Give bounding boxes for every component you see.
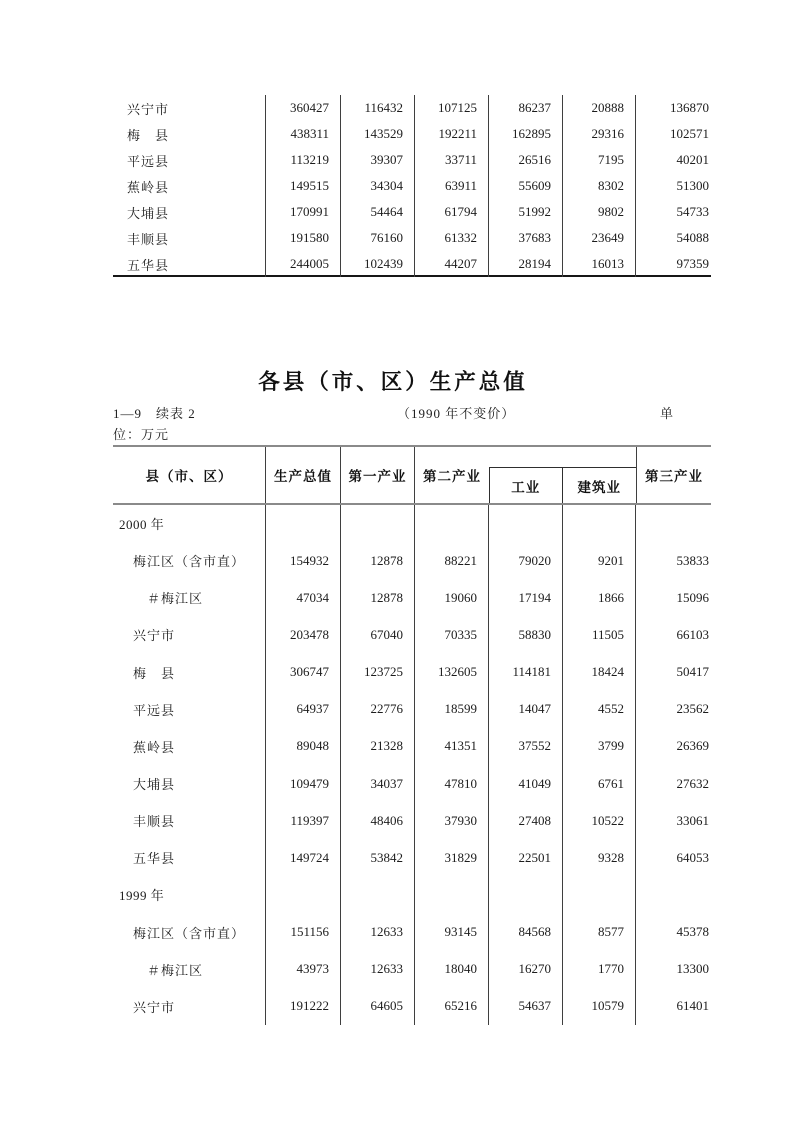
continued-table [113,95,711,277]
primary-industry-cell: 12633 [341,951,415,988]
construction-cell: 3799 [563,728,636,765]
secondary-industry-cell [415,505,489,542]
region-cell: 丰顺县 [113,225,266,251]
table-row [113,951,711,988]
table-row [113,225,711,251]
table-row [113,876,711,913]
gdp-cell: 64937 [266,691,341,728]
region-cell: 丰顺县 [113,802,266,839]
industry-cell: 14047 [489,691,563,728]
tertiary-industry-cell: 33061 [676,812,709,828]
tertiary-industry-cell: 26369 [676,738,709,754]
primary-industry-cell: 48406 [341,802,415,839]
secondary-industry-cell: 61332 [415,225,489,251]
unit-note-part1: 单 [660,406,674,421]
region-cell: 兴宁市 [113,988,266,1025]
tertiary-industry-cell: 54088 [676,230,709,245]
construction-cell: 9201 [563,542,636,579]
industry-cell: 84568 [489,914,563,951]
primary-industry-cell: 12878 [341,542,415,579]
region-cell: 大埔县 [113,199,266,225]
primary-industry-cell: 54464 [341,199,415,225]
construction-cell: 9328 [563,839,636,876]
region-cell: 蕉岭县 [113,728,266,765]
secondary-industry-cell: 63911 [415,173,489,199]
industry-cell: 17194 [489,579,563,616]
primary-industry-cell: 53842 [341,839,415,876]
gdp-cell: 109479 [266,765,341,802]
primary-industry-cell: 102439 [341,251,415,277]
region-cell: 梅江区（含市直） [113,914,266,951]
secondary-industry-cell: 47810 [415,765,489,802]
page-title: 各县（市、区）生产总值 [258,370,528,394]
gdp-cell: 89048 [266,728,341,765]
secondary-industry-cell: 70335 [415,616,489,653]
construction-cell: 10579 [563,988,636,1025]
primary-industry-cell: 34304 [341,173,415,199]
gdp-cell: 438311 [266,121,341,147]
construction-cell: 1866 [563,579,636,616]
table-row [113,839,711,876]
construction-cell [563,876,636,913]
industry-cell: 86237 [489,95,563,121]
gdp-cell: 191222 [266,988,341,1025]
table-ref: 1—9 续表 2 [113,406,196,421]
gdp-cell: 119397 [266,802,341,839]
construction-cell: 20888 [563,95,636,121]
primary-industry-cell [341,505,415,542]
industry-cell: 162895 [489,121,563,147]
secondary-industry-cell: 18040 [415,951,489,988]
primary-industry-cell: 22776 [341,691,415,728]
tertiary-industry-cell: 136870 [670,100,709,115]
primary-industry-cell: 116432 [341,95,415,121]
tertiary-industry-cell: 51300 [676,178,709,193]
primary-industry-cell: 12878 [341,579,415,616]
industry-cell: 114181 [489,654,563,691]
gdp-cell: 151156 [266,914,341,951]
industry-cell: 54637 [489,988,563,1025]
gdp-cell: 149724 [266,839,341,876]
construction-cell: 16013 [563,251,636,277]
secondary-industry-cell: 192211 [415,121,489,147]
tertiary-industry-cell: 27632 [676,775,709,791]
price-basis-note: （1990 年不变价） [397,406,516,421]
secondary-industry-cell: 44207 [415,251,489,277]
region-cell: 梅 县 [113,654,266,691]
table-row [113,654,711,691]
header-region: 县（市、区） [113,447,266,503]
primary-industry-cell: 64605 [341,988,415,1025]
tertiary-industry-cell [636,505,711,542]
secondary-industry-cell: 33711 [415,147,489,173]
region-cell: 平远县 [113,691,266,728]
header-construction: 建筑业 [577,479,621,495]
secondary-industry-cell: 132605 [415,654,489,691]
secondary-industry-cell: 65216 [415,988,489,1025]
main-table-header [113,445,711,505]
tertiary-industry-cell: 53833 [676,552,709,568]
main-table-body [113,505,711,1025]
table-row [113,505,711,542]
secondary-industry-cell: 61794 [415,199,489,225]
region-cell: ＃梅江区 [113,579,266,616]
primary-industry-cell: 123725 [341,654,415,691]
construction-cell: 29316 [563,121,636,147]
table-row [113,199,711,225]
secondary-industry-cell: 41351 [415,728,489,765]
table-row [113,95,711,121]
gdp-cell: 203478 [266,616,341,653]
tertiary-industry-cell: 102571 [670,126,709,141]
region-cell: 兴宁市 [113,616,266,653]
table-row [113,728,711,765]
region-cell: 梅江区（含市直） [113,542,266,579]
region-cell: 1999 年 [113,876,266,913]
tertiary-industry-cell: 23562 [676,701,709,717]
tertiary-industry-cell: 13300 [676,961,709,977]
table-row [113,616,711,653]
header-secondary: 第二产业 [423,469,481,484]
table-row [113,765,711,802]
secondary-industry-cell [415,876,489,913]
main-table [113,445,711,1025]
table-row [113,802,711,839]
secondary-industry-cell: 37930 [415,802,489,839]
construction-cell: 23649 [563,225,636,251]
header-tertiary: 第三产业 [636,447,711,503]
tertiary-industry-cell: 15096 [676,589,709,605]
tertiary-industry-cell [636,876,711,913]
construction-cell [563,505,636,542]
gdp-cell: 191580 [266,225,341,251]
primary-industry-cell [341,876,415,913]
construction-cell: 10522 [563,802,636,839]
construction-cell: 1770 [563,951,636,988]
industry-cell [489,505,563,542]
secondary-industry-cell: 88221 [415,542,489,579]
secondary-subheader-box [489,467,636,503]
construction-cell: 8302 [563,173,636,199]
tertiary-industry-cell: 50417 [676,664,709,680]
construction-cell: 8577 [563,914,636,951]
construction-cell: 7195 [563,147,636,173]
industry-cell: 58830 [489,616,563,653]
header-primary: 第一产业 [341,447,415,503]
gdp-cell: 149515 [266,173,341,199]
primary-industry-cell: 39307 [341,147,415,173]
secondary-industry-cell: 18599 [415,691,489,728]
industry-cell [489,876,563,913]
construction-cell: 9802 [563,199,636,225]
primary-industry-cell: 76160 [341,225,415,251]
header-industry: 工业 [490,468,563,503]
tertiary-industry-cell: 97359 [676,256,709,271]
gdp-cell: 244005 [266,251,341,277]
table-row [113,914,711,951]
table-row [113,691,711,728]
table-row [113,251,711,277]
industry-cell: 28194 [489,251,563,277]
construction-cell: 18424 [563,654,636,691]
region-cell: 梅 县 [113,121,266,147]
primary-industry-cell: 34037 [341,765,415,802]
industry-cell: 41049 [489,765,563,802]
secondary-industry-cell: 19060 [415,579,489,616]
construction-cell: 11505 [563,616,636,653]
industry-cell: 37683 [489,225,563,251]
gdp-cell: 170991 [266,199,341,225]
region-cell: 2000 年 [113,505,266,542]
tertiary-industry-cell: 54733 [676,204,709,219]
primary-industry-cell: 143529 [341,121,415,147]
table-row [113,147,711,173]
region-cell: 五华县 [113,839,266,876]
tertiary-industry-cell: 66103 [676,626,709,642]
gdp-cell [266,505,341,542]
gdp-cell: 43973 [266,951,341,988]
tertiary-industry-cell: 40201 [676,152,709,167]
industry-cell: 37552 [489,728,563,765]
gdp-cell: 306747 [266,654,341,691]
table-row [113,988,711,1025]
header-gdp: 生产总值 [266,447,341,503]
secondary-industry-cell: 107125 [415,95,489,121]
table-row [113,579,711,616]
industry-cell: 27408 [489,802,563,839]
table-row [113,173,711,199]
table-meta-line [113,403,711,419]
tertiary-industry-cell: 45378 [676,924,709,940]
industry-cell: 16270 [489,951,563,988]
primary-industry-cell: 67040 [341,616,415,653]
primary-industry-cell: 21328 [341,728,415,765]
industry-cell: 55609 [489,173,563,199]
table-row [113,121,711,147]
construction-cell: 4552 [563,691,636,728]
region-cell: 大埔县 [113,765,266,802]
region-cell: 兴宁市 [113,95,266,121]
industry-cell: 22501 [489,839,563,876]
gdp-cell: 47034 [266,579,341,616]
tertiary-industry-cell: 64053 [676,849,709,865]
construction-cell: 6761 [563,765,636,802]
table-row [113,542,711,579]
region-cell: ＃梅江区 [113,951,266,988]
region-cell: 蕉岭县 [113,173,266,199]
secondary-industry-cell: 93145 [415,914,489,951]
industry-cell: 26516 [489,147,563,173]
tertiary-industry-cell: 61401 [676,998,709,1014]
gdp-cell: 360427 [266,95,341,121]
gdp-cell [266,876,341,913]
industry-cell: 51992 [489,199,563,225]
unit-note-part2: 位：万元 [113,427,170,442]
gdp-cell: 113219 [266,147,341,173]
region-cell: 五华县 [113,251,266,277]
primary-industry-cell: 12633 [341,914,415,951]
industry-cell: 79020 [489,542,563,579]
gdp-cell: 154932 [266,542,341,579]
secondary-industry-cell: 31829 [415,839,489,876]
region-cell: 平远县 [113,147,266,173]
